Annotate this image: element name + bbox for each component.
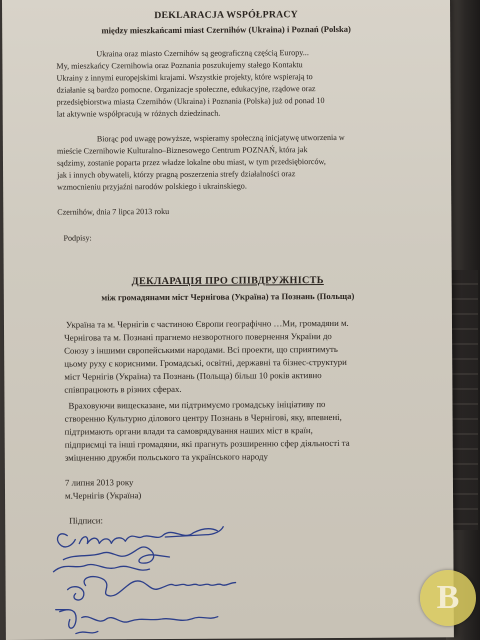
ukrainian-place: м.Чернігів (Україна) <box>64 490 142 501</box>
ukrainian-line: підприємці та інші громадяни, які прагнуть розширенню сфер діяльності та <box>64 437 350 450</box>
polish-line: sądzimy, zostanie poparta przez władze lokalne obu miast, w tym przedsiębiorców, <box>56 157 326 168</box>
handwritten-signatures <box>45 512 286 639</box>
ukrainian-subtitle: між громадянами міст Чернігова (Україна) та Познань (Польща) <box>101 290 355 303</box>
keyboard-edge <box>452 270 478 530</box>
ukrainian-line: Україна та м. Чернігів є частиною Європи географічно …Ми, громадяни м. <box>65 317 349 330</box>
polish-line: działanie są bardzo pomocne. Organizacje społeczne, edukacyjne, rządowe oraz <box>56 84 316 95</box>
ukrainian-line: створенню Культурно ділового центру Познань в Чернігові, яку, впевнені, <box>64 411 342 424</box>
ukrainian-line: зміцненню дружби польського та українського народу <box>64 451 268 463</box>
ukrainian-signatures-label: Підписи: <box>69 515 103 526</box>
polish-line: Biorąc pod uwagę powyższe, wspieramy społeczną inicjatywę utworzenia w <box>96 132 345 144</box>
ukrainian-line: Чернігова та м. Познані прагнемо незворотного повернення України до <box>64 330 332 343</box>
ukrainian-line: співпрацюють в різних сферах. <box>64 383 182 395</box>
ukrainian-line: цьому руху є корисними. Громадські, освітні, державні та бізнес-структури <box>64 356 347 369</box>
ukrainian-line: міст Чернігів (Україна) та Познань (Польща) більш 10 років активно <box>64 370 322 382</box>
polish-line: My, mieszkańcy Czernihowia oraz Poznania poszukujemy stałego Kontaktu <box>56 60 303 71</box>
polish-title: DEKLARACJA WSPÓŁPRACY <box>154 9 298 22</box>
site-logo-watermark: В <box>420 570 476 626</box>
ukrainian-date: 7 липня 2013 року <box>64 477 134 488</box>
polish-date: Czernihów, dnia 7 lipca 2013 roku <box>57 206 170 217</box>
polish-line: przedsiębiorstwa miasta Czernihów (Ukraina) i Poznania (Polska) już od ponad 10 <box>56 96 325 107</box>
polish-signatures-label: Podpisy: <box>63 233 92 243</box>
polish-line: Ukraina oraz miasto Czernihów są geograficzną częścią Europy... <box>96 48 309 59</box>
polish-subtitle: między mieszkańcami miast Czernihów (Ukraina) i Poznań (Polska) <box>101 23 351 36</box>
ukrainian-line: Враховуючи вищесказане, ми підтримуємо громадську ініціативу по <box>68 399 326 411</box>
ukrainian-line: Союзу з іншими європейськими народами. Всі проекти, що сприятимуть <box>64 343 338 356</box>
polish-line: jak i innych obywateli, którzy pragną poszerzenia strefy działalności oraz <box>57 169 296 180</box>
ukrainian-title: ДЕКЛАРАЦІЯ ПРО СПІВДРУЖНІСТЬ <box>131 275 324 288</box>
polish-line: mieście Czernihowie Kulturalno–Biznesowego Centrum POZNAŃ, która jak <box>56 145 308 156</box>
polish-line: lat aktywnie współpracują w różnych dziedzinach. <box>56 108 221 119</box>
polish-line: Ukrainy z innymi europejskimi krajami. Wszystkie projekty, które wspierają to <box>56 72 313 83</box>
polish-line: wzmocnieniu przyjaźni narodów polskiego i ukrainskiego. <box>57 181 247 192</box>
document-page <box>2 0 454 640</box>
ukrainian-line: підтримають органи влади та самоврядування наших міст в країн, <box>64 425 313 437</box>
